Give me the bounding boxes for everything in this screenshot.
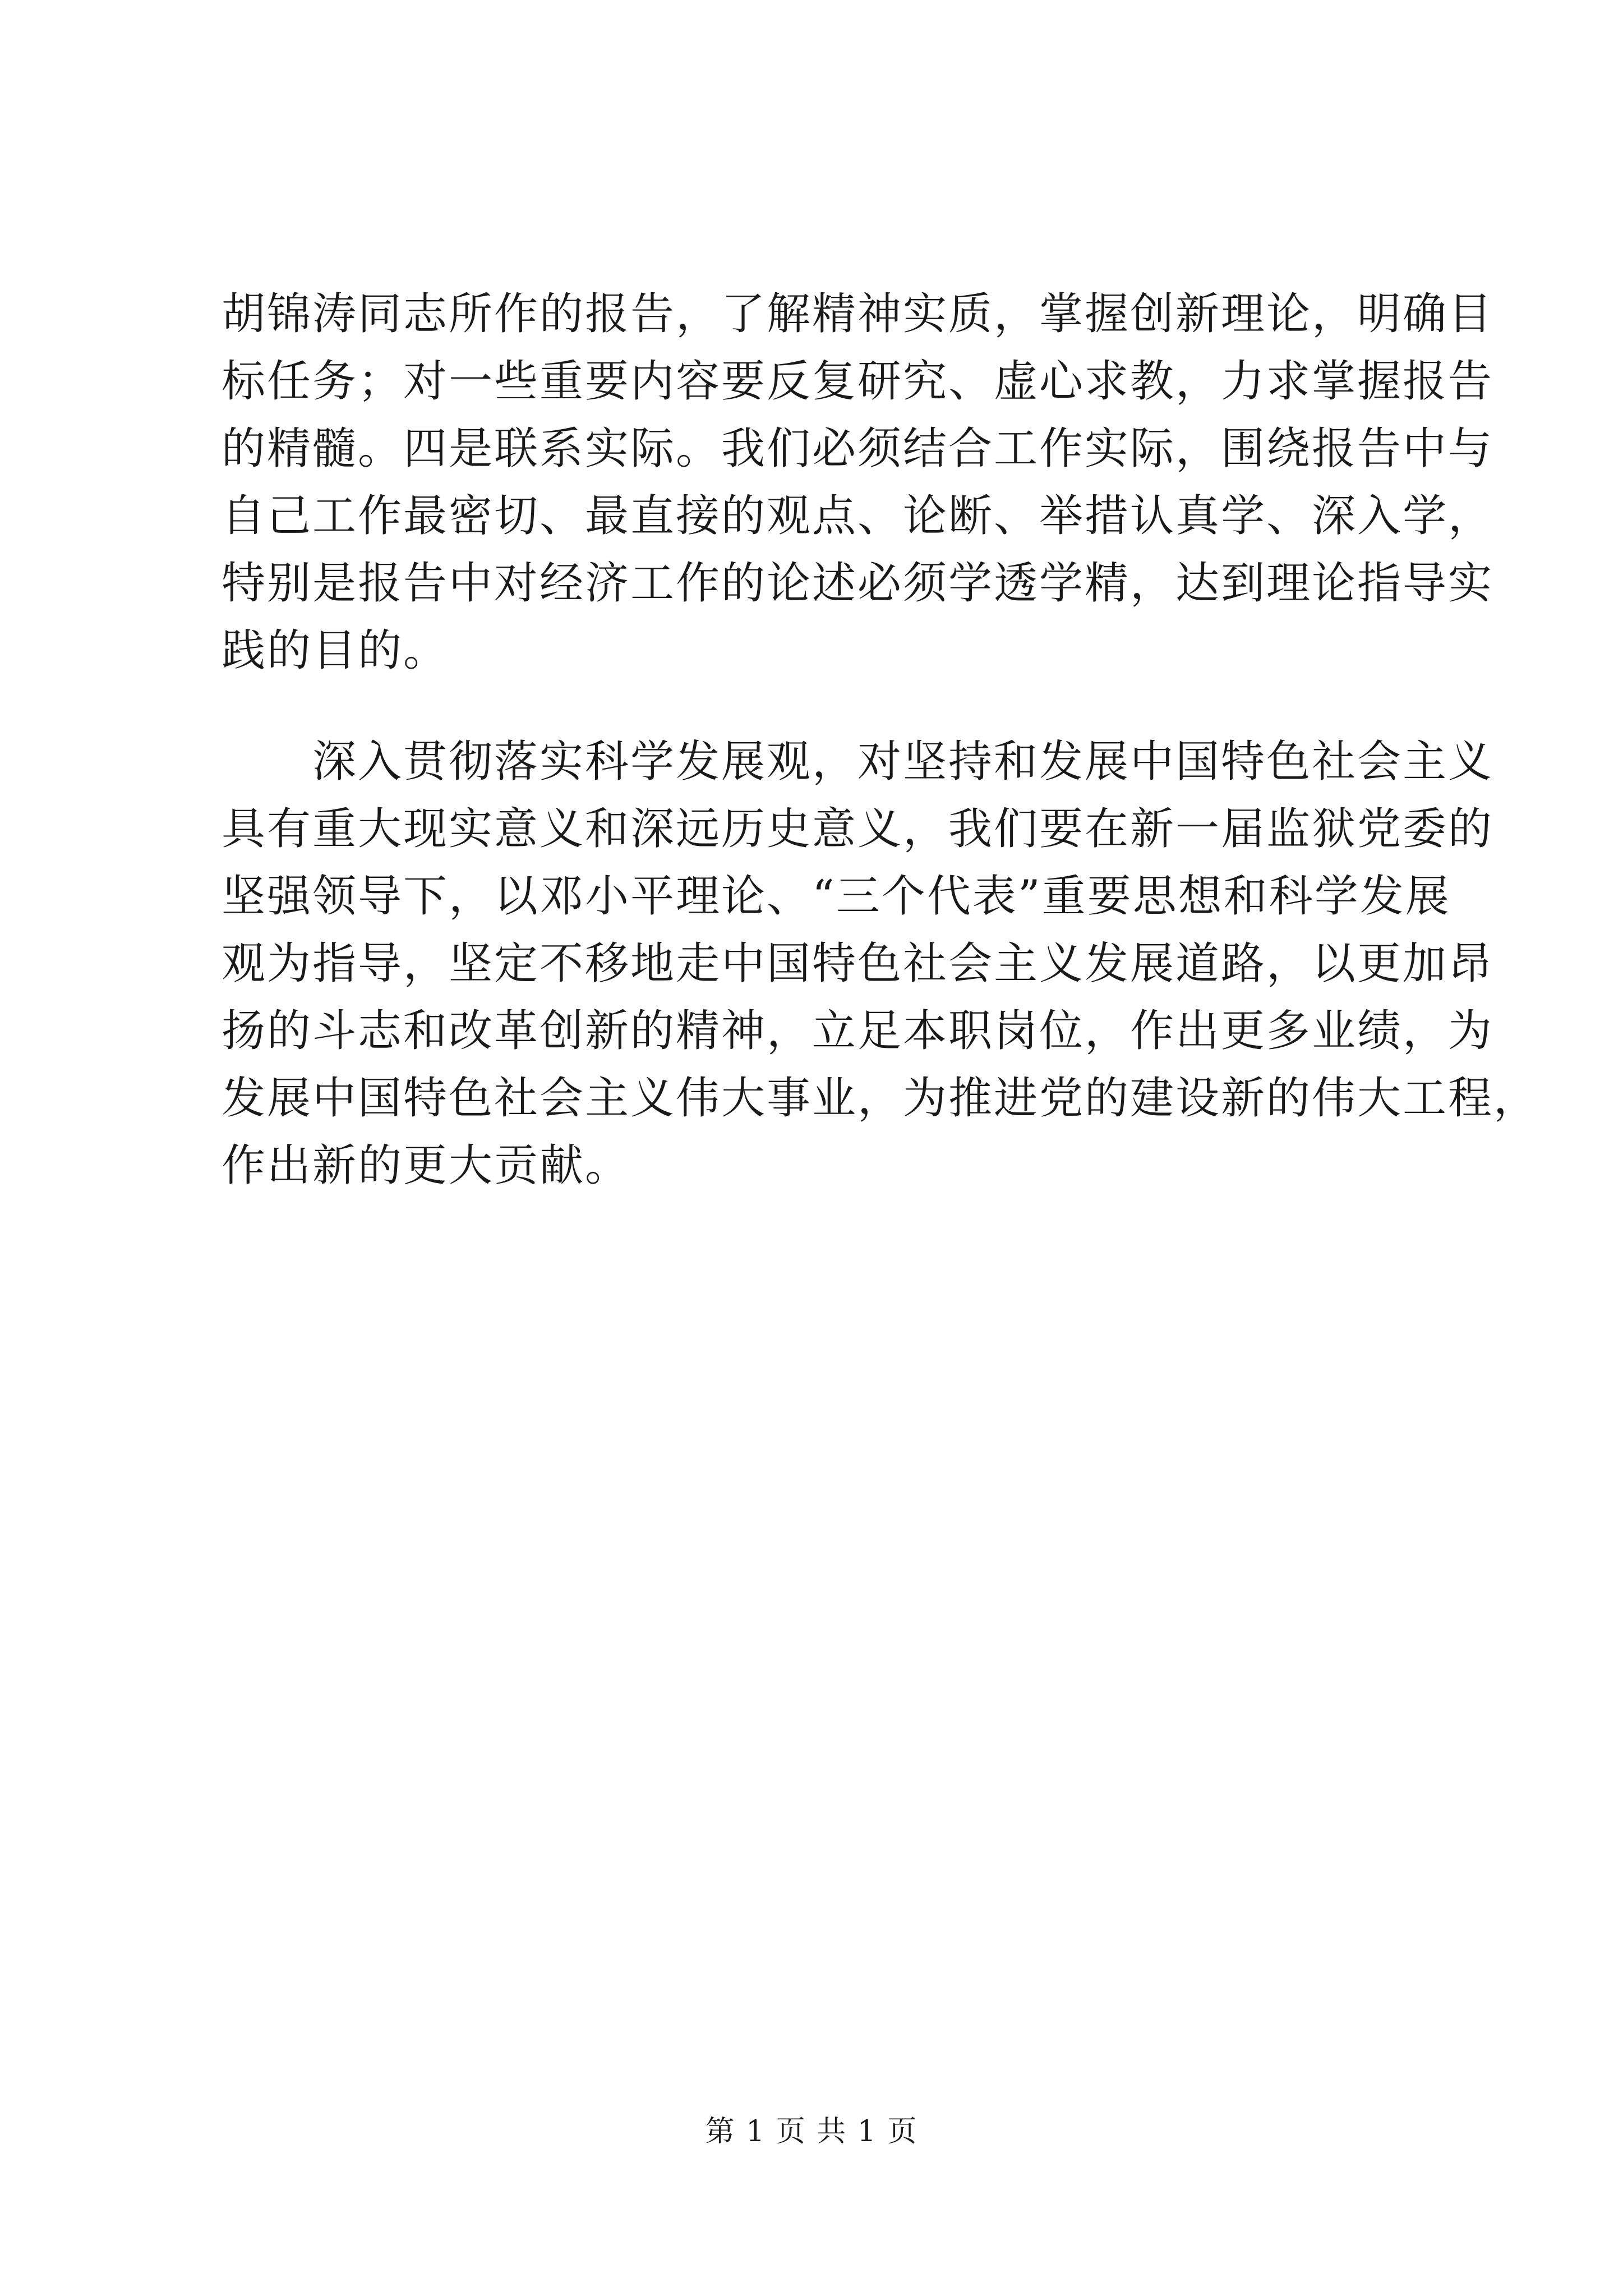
text-line: 坚强领导下，以邓小平理论、“三个代表”重要思想和科学发展: [222, 871, 1451, 922]
text-line: 特别是报告中对经济工作的论述必须学透学精，达到理论指导实: [222, 558, 1494, 609]
text-line: 的精髓。四是联系实际。我们必须结合工作实际，围绕报告中与: [222, 424, 1494, 474]
page-number-label: 第 1 页 共 1 页: [705, 2115, 918, 2148]
page-footer: [0, 2112, 1623, 2151]
text-line: 具有重大现实意义和深远历史意义，我们要在新一届监狱党委的: [222, 804, 1494, 854]
paragraph-2: [222, 728, 1539, 1199]
text-line: 深入贯彻落实科学发展观，对坚持和发展中国特色社会主义: [222, 737, 1494, 787]
text-line: 标任务；对一些重要内容要反复研究、虚心求教，力求掌握报告: [222, 356, 1494, 407]
document-body: [222, 280, 1539, 1199]
paragraph-spacer: [222, 684, 1419, 728]
text-line: 践的目的。: [222, 625, 449, 676]
text-line: 扬的斗志和改革创新的精神，立足本职岗位，作出更多业绩，为: [222, 1006, 1494, 1056]
text-line: 观为指导，坚定不移地走中国特色社会主义发展道路，以更加昂: [222, 938, 1494, 989]
text-line: 作出新的更大贡献。: [222, 1140, 631, 1191]
text-line: 胡锦涛同志所作的报告，了解精神实质，掌握创新理论，明确目: [222, 289, 1494, 339]
text-line: 发展中国特色社会主义伟大事业，为推进党的建设新的伟大工程，: [222, 1073, 1539, 1124]
text-line: 自己工作最密切、最直接的观点、论断、举措认真学、深入学，: [222, 491, 1494, 541]
paragraph-1: [222, 280, 1494, 684]
